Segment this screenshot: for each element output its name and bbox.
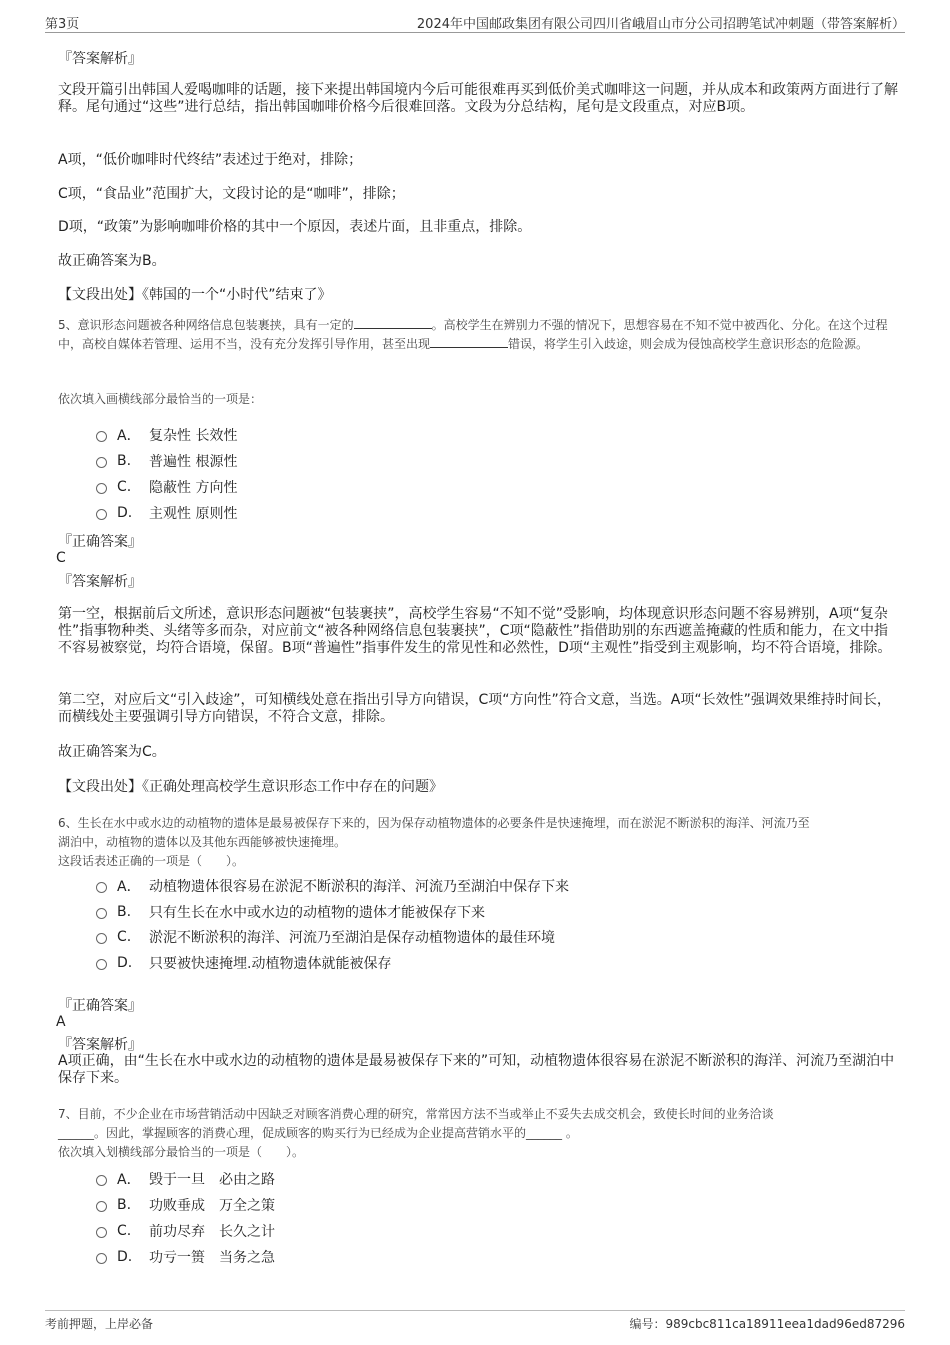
source-citation: 【文段出处】《韩国的一个“小时代”结束了》 xyxy=(58,287,332,303)
option-b[interactable]: B. 功败垂成 万全之策 xyxy=(96,1195,275,1215)
analysis-label: 『答案解析』 xyxy=(58,1037,142,1053)
analysis-paragraph: A项正确，由“生长在水中或水边的动植物的遗体是最易被保存下来的”可知，动植物遗体很容易在淤泥不断淤积的海洋、河流乃至湖泊中保存下来。 xyxy=(58,1053,895,1086)
correct-answer-label: 『正确答案』 xyxy=(58,534,142,550)
correct-answer: A xyxy=(56,1014,66,1030)
footer-slogan: 考前押题，上岸必备 xyxy=(45,1317,154,1331)
radio-icon[interactable] xyxy=(96,933,107,944)
option-d[interactable]: D. 只要被快速掩埋.动植物遗体就能被保存 xyxy=(96,953,391,973)
radio-icon[interactable] xyxy=(96,483,107,494)
conclusion: 故正确答案为B。 xyxy=(58,253,166,269)
question-stem: 7、目前，不少企业在市场营销活动中因缺乏对顾客消费心理的研究，常常因方法不当或举止不妥失去成交机会，致使长时间的业务洽谈 ______。因此，掌握顾客的消费心理，促成顾客的购买行为已经成为企业提高营销水平的______ 。 依次填入划横线部分最恰当的一项是（ ）。 xyxy=(58,1107,774,1159)
fill-blank xyxy=(430,335,508,348)
analysis-paragraph: 第二空，对应后文“引入歧途”，可知横线处意在指出引导方向错误，C项“方向性”符合文意，当选。A项“长效性”强调效果维持时间长，而横线处主要强调引导方向错误，不符合文意，排除。 xyxy=(58,692,891,725)
question-stem: 5、意识形态问题被各种网络信息包装裹挟，具有一定的 。高校学生在辨别力不强的情况下，思想容易在不知不觉中被西化、分化。在这个过程中，高校自媒体若管理、运用不当，没有充分发挥引导作用，甚至出现 错误，将学生引入歧途，则会成为侵蚀高校学生意识形态的危险源。 xyxy=(58,318,888,351)
question-stem: 6、生长在水中或水边的动植物的遗体是最易被保存下来的，因为保存动植物遗体的必要条件是快速掩埋，而在淤泥不断淤积的海洋、河流乃至 湖泊中，动植物的遗体以及其他东西能够被快速掩埋。 这段话表述正确的一项是（ ）。 xyxy=(58,816,810,868)
document-code: 编号：989cbc811ca18911eea1dad96ed87296 xyxy=(629,1317,905,1331)
radio-icon[interactable] xyxy=(96,431,107,442)
analysis-label: 『答案解析』 xyxy=(58,574,142,590)
radio-icon[interactable] xyxy=(96,882,107,893)
option-a[interactable]: A． 毁于一旦 必由之路 xyxy=(96,1169,275,1189)
radio-icon[interactable] xyxy=(96,509,107,520)
radio-icon[interactable] xyxy=(96,1175,107,1186)
correct-answer: C xyxy=(56,550,66,566)
radio-icon[interactable] xyxy=(96,1227,107,1238)
analysis-paragraph: 文段开篇引出韩国人爱喝咖啡的话题，接下来提出韩国境内今后可能很难再买到低价美式咖啡这一问题，并从成本和政策两方面进行了解释。尾句通过“这些”进行总结，指出韩国咖啡价格今后很难回落。文段为分总结构，尾句是文段重点，对应B项。 xyxy=(58,82,898,115)
radio-icon[interactable] xyxy=(96,959,107,970)
option-b[interactable]: B. 普遍性 根源性 xyxy=(96,451,237,471)
option-d[interactable]: D. 功亏一篑 当务之急 xyxy=(96,1247,275,1267)
footer-rule xyxy=(45,1310,905,1311)
option-c[interactable]: C. 淤泥不断淤积的海洋、河流乃至湖泊是保存动植物遗体的最佳环境 xyxy=(96,927,555,947)
analysis-paragraph: 第一空，根据前后文所述，意识形态问题被“包装裹挟”，高校学生容易“不知不觉”受影响，均体现意识形态问题不容易辨别，A项“复杂性”指事物种类、头绪等多而杂，对应前文“被各种网络信息包装裹挟”，C项“隐蔽性”指借助别的东西遮盖掩藏的性质和能力，在文中指不容易被察觉，均符合语境，保留。B项“普遍性”指事件发生的常见性和必然性，D项“主观性”指受到主观影响，均不符合语境，排除。 xyxy=(58,606,892,656)
radio-icon[interactable] xyxy=(96,908,107,919)
page-number: 第3页 xyxy=(45,17,80,32)
option-d[interactable]: D. 主观性 原则性 xyxy=(96,503,237,523)
correct-answer-label: 『正确答案』 xyxy=(58,998,142,1014)
option-c[interactable]: C. 前功尽弃 长久之计 xyxy=(96,1221,275,1241)
option-a[interactable]: A． 动植物遗体很容易在淤泥不断淤积的海洋、河流乃至湖泊中保存下来 xyxy=(96,876,569,896)
option-c[interactable]: C. 隐蔽性 方向性 xyxy=(96,477,237,497)
analysis-paragraph: C项，“食品业”范围扩大，文段讨论的是“咖啡”，排除； xyxy=(58,186,405,202)
header-rule xyxy=(45,32,905,33)
radio-icon[interactable] xyxy=(96,1201,107,1212)
document-title: 2024年中国邮政集团有限公司四川省峨眉山市分公司招聘笔试冲刺题（带答案解析） xyxy=(416,17,905,32)
conclusion: 故正确答案为C。 xyxy=(58,744,166,760)
option-b[interactable]: B. 只有生长在水中或水边的动植物的遗体才能被保存下来 xyxy=(96,902,485,922)
analysis-label: 『答案解析』 xyxy=(58,51,142,67)
radio-icon[interactable] xyxy=(96,1253,107,1264)
source-citation: 【文段出处】《正确处理高校学生意识形态工作中存在的问题》 xyxy=(58,779,443,795)
analysis-paragraph: A项，“低价咖啡时代终结”表述过于绝对，排除； xyxy=(58,152,363,168)
option-a[interactable]: A． 复杂性 长效性 xyxy=(96,425,237,445)
radio-icon[interactable] xyxy=(96,457,107,468)
analysis-paragraph: D项，“政策”为影响咖啡价格的其中一个原因，表述片面，且非重点，排除。 xyxy=(58,219,532,235)
question-prompt: 依次填入画横线部分最恰当的一项是： xyxy=(58,392,263,406)
fill-blank xyxy=(354,316,432,329)
